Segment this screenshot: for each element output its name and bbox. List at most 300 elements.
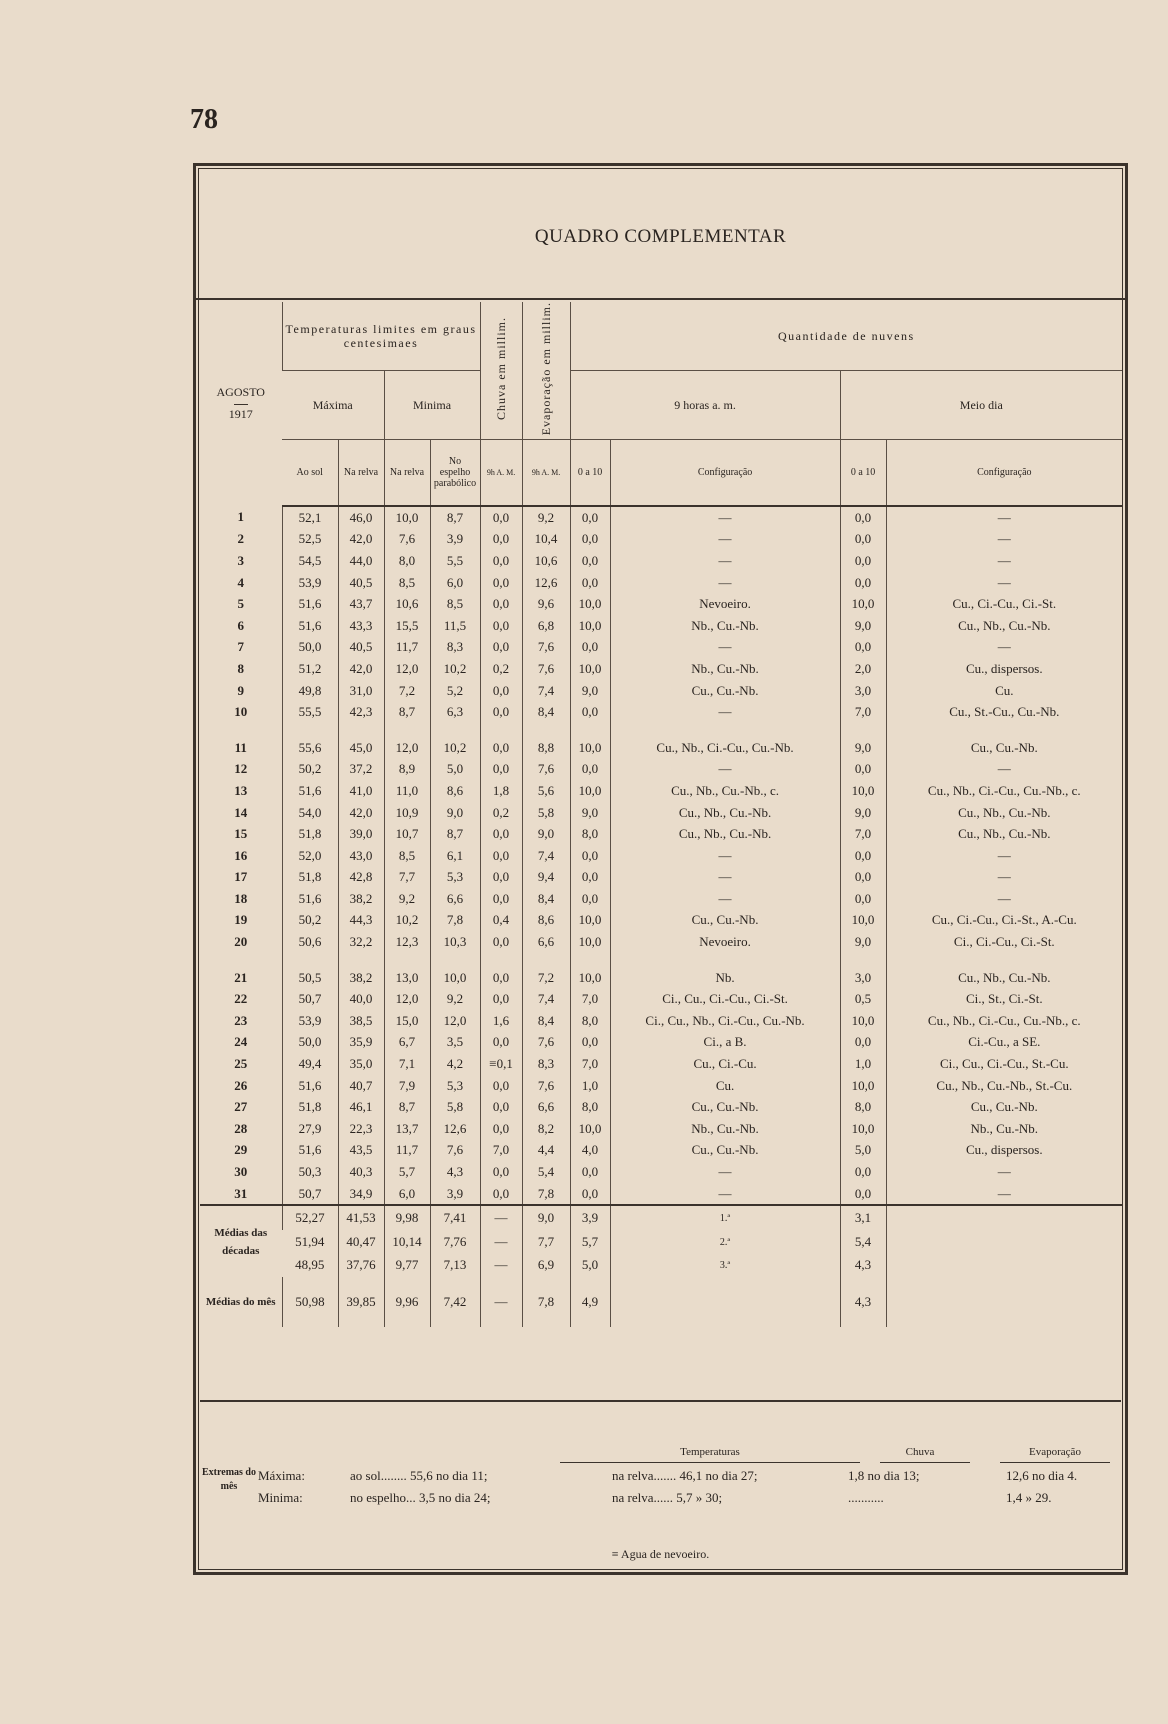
cell-relva_max: 42,3 — [338, 701, 384, 723]
cell-evap: 9,4 — [522, 866, 570, 888]
cell-relva_min: 12,0 — [384, 658, 430, 680]
cell-evap: 7,2 — [522, 967, 570, 989]
extremes-label: Extremas do mês — [202, 1467, 256, 1492]
cell-relva_max: 40,5 — [338, 636, 384, 658]
cell-chuva: 0,0 — [480, 967, 522, 989]
cell-cm: Cu., Nb., Cu.-Nb. — [886, 967, 1122, 989]
cell-n9: 8,0 — [570, 1096, 610, 1118]
cell-evap: 8,2 — [522, 1118, 570, 1140]
cell-nm: 0,0 — [840, 506, 886, 529]
minima-header: Minima — [384, 371, 480, 440]
cell-relva_min: 8,7 — [384, 1096, 430, 1118]
month-label: AGOSTO — [216, 385, 265, 400]
cell-evap: 6,6 — [522, 1096, 570, 1118]
cell-sol: 51,8 — [282, 866, 338, 888]
table-row — [200, 780, 1122, 802]
cell-cm: — — [886, 866, 1122, 888]
cell-espelho: 3,9 — [430, 1183, 480, 1206]
title-divider — [196, 298, 1125, 300]
ao-sol-header: Ao sol — [282, 440, 338, 506]
cell-evap: 5,4 — [522, 1161, 570, 1183]
cell-n9: 1,0 — [570, 1075, 610, 1097]
decade-cell: 1.ª — [610, 1205, 840, 1230]
decade-rows — [200, 1205, 1122, 1327]
cell-relva_min: 6,7 — [384, 1031, 430, 1053]
gap-cell — [522, 723, 570, 737]
extremes-evap-rule — [1000, 1462, 1110, 1463]
decade-cell: 5,4 — [840, 1230, 886, 1254]
cell-espelho: 10,2 — [430, 737, 480, 759]
decades-label: Médias das décadas — [200, 1205, 282, 1277]
cell-relva_min: 10,0 — [384, 506, 430, 529]
cell-evap: 8,4 — [522, 1010, 570, 1032]
cell-sol: 52,0 — [282, 845, 338, 867]
cell-evap: 7,4 — [522, 988, 570, 1010]
cell-nm: 10,0 — [840, 780, 886, 802]
day-rows — [200, 506, 1122, 1205]
cell-d: 9 — [237, 682, 244, 698]
gap-cell — [384, 723, 430, 737]
decade-cell: 2.ª — [610, 1230, 840, 1254]
gap-cell — [610, 723, 840, 737]
decade-cell: 5,7 — [570, 1230, 610, 1254]
cell-n9: 10,0 — [570, 737, 610, 759]
cell-relva_max: 38,2 — [338, 967, 384, 989]
cell-d: 4 — [237, 574, 244, 590]
extremes-max-row — [200, 1468, 1121, 1488]
cell-relva_min: 8,7 — [384, 701, 430, 723]
decade-cell: 48,95 — [295, 1257, 325, 1273]
cell-sol: 54,0 — [282, 802, 338, 824]
gap-cell — [384, 953, 430, 967]
cell-sol: 53,9 — [282, 1010, 338, 1032]
cell-chuva: 0,0 — [480, 1031, 522, 1053]
cell-n9: 10,0 — [570, 909, 610, 931]
cell-espelho: 10,0 — [430, 967, 480, 989]
cell-cm: Cu., Ci.-Cu., Ci.-St., A.-Cu. — [886, 909, 1122, 931]
cell-c9: Nb., Cu.-Nb. — [610, 1118, 840, 1140]
cell-relva_max: 44,3 — [338, 909, 384, 931]
cell-relva_max: 40,5 — [338, 572, 384, 594]
cell-n9: 7,0 — [570, 988, 610, 1010]
cell-c9: — — [610, 866, 840, 888]
cell-relva_min: 10,7 — [384, 823, 430, 845]
table-row — [200, 1096, 1122, 1118]
cell-sol: 51,6 — [282, 1075, 338, 1097]
cell-chuva: 0,0 — [480, 680, 522, 702]
cell-evap: 7,4 — [522, 845, 570, 867]
cell-d: 31 — [234, 1185, 248, 1201]
cell-d: 20 — [234, 934, 248, 950]
cell-d: 7 — [237, 639, 244, 655]
month-mean-cell: 4,9 — [570, 1277, 610, 1327]
cell-espelho: 12,0 — [430, 1010, 480, 1032]
cell-chuva: 0,0 — [480, 1096, 522, 1118]
cell-n9: 0,0 — [570, 1031, 610, 1053]
cell-relva_max: 42,0 — [338, 658, 384, 680]
cell-chuva: 1,6 — [480, 1010, 522, 1032]
table-row — [200, 506, 1122, 529]
cell-evap: 8,3 — [522, 1053, 570, 1075]
cell-cm: — — [886, 506, 1122, 529]
cell-c9: Ci., Cu., Ci.-Cu., Ci.-St. — [610, 988, 840, 1010]
table-row — [200, 931, 1122, 953]
cell-chuva: 0,0 — [480, 1161, 522, 1183]
cell-relva_min: 5,7 — [384, 1161, 430, 1183]
cell-d: 29 — [234, 1142, 248, 1158]
cell-evap: 9,2 — [522, 506, 570, 529]
cell-nm: 7,0 — [840, 823, 886, 845]
cell-sol: 50,6 — [282, 931, 338, 953]
cell-c9: Cu., Cu.-Nb. — [610, 1096, 840, 1118]
cell-cm: Cu., Ci.-Cu., Ci.-St. — [886, 593, 1122, 615]
decade-cell: — — [480, 1253, 522, 1277]
cell-nm: 7,0 — [840, 701, 886, 723]
cell-chuva: 0,2 — [480, 658, 522, 680]
cell-relva_min: 7,7 — [384, 866, 430, 888]
decade-cell: 4,3 — [840, 1253, 886, 1277]
month-mean-cell — [886, 1277, 1122, 1327]
gap-cell — [886, 953, 1122, 967]
cell-evap: 8,4 — [522, 888, 570, 910]
cell-cm: Cu., Nb., Ci.-Cu., Cu.-Nb., c. — [886, 1010, 1122, 1032]
cell-sol: 27,9 — [282, 1118, 338, 1140]
cell-c9: — — [610, 888, 840, 910]
cell-espelho: 5,0 — [430, 758, 480, 780]
month-mean-cell: 9,96 — [384, 1277, 430, 1327]
extremes-temps-rule — [560, 1462, 860, 1463]
cell-c9: Cu., Cu.-Nb. — [610, 680, 840, 702]
cell-evap: 6,6 — [522, 931, 570, 953]
cell-espelho: 9,0 — [430, 802, 480, 824]
cell-relva_min: 8,9 — [384, 758, 430, 780]
cell-relva_min: 10,6 — [384, 593, 430, 615]
cell-relva_max: 34,9 — [338, 1183, 384, 1206]
decade-gap — [200, 953, 1122, 967]
cell-nm: 9,0 — [840, 931, 886, 953]
cell-chuva: 0,0 — [480, 845, 522, 867]
cell-d: 3 — [237, 552, 244, 568]
cell-espelho: 9,2 — [430, 988, 480, 1010]
cell-cm: — — [886, 572, 1122, 594]
table-row — [200, 636, 1122, 658]
gap-cell — [338, 953, 384, 967]
cell-cm: Cu., Nb., Cu.-Nb. — [886, 823, 1122, 845]
cell-relva_max: 42,0 — [338, 802, 384, 824]
cell-n9: 0,0 — [570, 572, 610, 594]
cell-espelho: 8,6 — [430, 780, 480, 802]
cell-sol: 50,0 — [282, 1031, 338, 1053]
cell-c9: Cu., Cu.-Nb. — [610, 1139, 840, 1161]
decade-cell: 37,76 — [338, 1253, 384, 1277]
cell-sol: 51,6 — [282, 615, 338, 637]
na-relva-max-header: Na relva — [338, 440, 384, 506]
escala-2-header: 0 a 10 — [840, 440, 886, 506]
decade-cell: 9,98 — [384, 1205, 430, 1230]
cell-d: 21 — [234, 969, 248, 985]
cell-espelho: 5,5 — [430, 550, 480, 572]
cell-chuva: 0,0 — [480, 1075, 522, 1097]
cell-sol: 50,5 — [282, 967, 338, 989]
decade-cell: 7,41 — [430, 1205, 480, 1230]
decade-cell: 3,1 — [840, 1205, 886, 1230]
cell-nm: 0,0 — [840, 1183, 886, 1206]
cell-cm: — — [886, 528, 1122, 550]
month-mean-cell: 4,3 — [840, 1277, 886, 1327]
cell-evap: 5,6 — [522, 780, 570, 802]
cell-relva_max: 43,7 — [338, 593, 384, 615]
cell-c9: Cu., Ci.-Cu. — [610, 1053, 840, 1075]
decade-cell — [886, 1253, 1122, 1277]
cell-relva_min: 13,7 — [384, 1118, 430, 1140]
cell-espelho: 12,6 — [430, 1118, 480, 1140]
cell-relva_min: 12,0 — [384, 737, 430, 759]
cell-sol: 51,6 — [282, 888, 338, 910]
cell-c9: — — [610, 845, 840, 867]
table-row — [200, 967, 1122, 989]
cell-cm: — — [886, 550, 1122, 572]
cell-espelho: 11,5 — [430, 615, 480, 637]
cell-c9: Cu., Nb., Cu.-Nb. — [610, 823, 840, 845]
cell-relva_max: 37,2 — [338, 758, 384, 780]
espelho-header: No espelho parabólico — [430, 440, 480, 506]
cell-espelho: 6,0 — [430, 572, 480, 594]
cell-nm: 10,0 — [840, 1118, 886, 1140]
cell-cm: Cu., Nb., Cu.-Nb., St.-Cu. — [886, 1075, 1122, 1097]
cell-espelho: 6,6 — [430, 888, 480, 910]
gap-cell — [840, 953, 886, 967]
cell-sol: 51,8 — [282, 1096, 338, 1118]
month-mean-cell: 50,98 — [282, 1277, 338, 1327]
cell-d: 5 — [237, 596, 244, 612]
cell-relva_max: 43,5 — [338, 1139, 384, 1161]
cell-n9: 0,0 — [570, 506, 610, 529]
cell-espelho: 8,3 — [430, 636, 480, 658]
cell-n9: 9,0 — [570, 680, 610, 702]
cell-c9: — — [610, 528, 840, 550]
climate-table — [200, 302, 1122, 1327]
evaporacao-header: Evaporação em millim. — [522, 302, 570, 440]
table-row — [200, 1075, 1122, 1097]
cell-n9: 0,0 — [570, 866, 610, 888]
cell-nm: 0,0 — [840, 1161, 886, 1183]
cell-relva_max: 42,8 — [338, 866, 384, 888]
cell-relva_min: 10,9 — [384, 802, 430, 824]
table-row — [200, 802, 1122, 824]
cell-d: 10 — [234, 704, 248, 720]
cell-relva_min: 15,0 — [384, 1010, 430, 1032]
cell-d: 8 — [237, 660, 244, 676]
cell-cm: Ci., St., Ci.-St. — [886, 988, 1122, 1010]
chuva-hour-header: 9h A. M. — [480, 440, 522, 506]
cell-relva_min: 15,5 — [384, 615, 430, 637]
max-sol: ao sol........ 55,6 no dia 11; — [350, 1468, 488, 1483]
cell-c9: — — [610, 550, 840, 572]
month-mean-cell: 7,8 — [522, 1277, 570, 1327]
cell-relva_max: 22,3 — [338, 1118, 384, 1140]
page-number: 78 — [190, 104, 218, 135]
cell-relva_max: 43,0 — [338, 845, 384, 867]
cell-espelho: 8,7 — [430, 823, 480, 845]
cell-relva_min: 7,6 — [384, 528, 430, 550]
cell-chuva: 0,0 — [480, 737, 522, 759]
cell-d: 28 — [234, 1120, 248, 1136]
cell-chuva: 0,0 — [480, 866, 522, 888]
cell-espelho: 8,7 — [430, 506, 480, 529]
cell-d: 27 — [234, 1099, 248, 1115]
cell-cm: Cu., dispersos. — [886, 658, 1122, 680]
table-row — [200, 615, 1122, 637]
cell-espelho: 10,3 — [430, 931, 480, 953]
cell-chuva: 0,0 — [480, 758, 522, 780]
cell-sol: 55,5 — [282, 701, 338, 723]
cell-espelho: 3,5 — [430, 1031, 480, 1053]
cell-chuva: 0,0 — [480, 593, 522, 615]
cell-cm: Ci.-Cu., a SE. — [886, 1031, 1122, 1053]
table-row — [200, 845, 1122, 867]
cell-relva_min: 8,0 — [384, 550, 430, 572]
cell-d: 24 — [234, 1034, 248, 1050]
gap-cell — [886, 723, 1122, 737]
chuva-header: Chuva em millim. — [480, 302, 522, 440]
cell-nm: 8,0 — [840, 1096, 886, 1118]
cell-n9: 0,0 — [570, 845, 610, 867]
cell-relva_min: 6,0 — [384, 1183, 430, 1206]
temps-group-header: Temperaturas limites em graus centesimaes — [282, 302, 480, 371]
cell-chuva: 0,0 — [480, 636, 522, 658]
month-mean-label: Médias do mês — [205, 1295, 276, 1308]
cell-c9: — — [610, 701, 840, 723]
cell-nm: 3,0 — [840, 967, 886, 989]
cell-cm: — — [886, 845, 1122, 867]
cell-n9: 0,0 — [570, 1161, 610, 1183]
gap-cell — [200, 723, 282, 737]
cell-espelho: 5,8 — [430, 1096, 480, 1118]
cell-espelho: 6,1 — [430, 845, 480, 867]
cell-chuva: 0,0 — [480, 701, 522, 723]
cell-relva_min: 7,2 — [384, 680, 430, 702]
cell-espelho: 10,2 — [430, 658, 480, 680]
cell-cm: Cu., Nb., Ci.-Cu., Cu.-Nb., c. — [886, 780, 1122, 802]
cell-d: 30 — [234, 1164, 248, 1180]
decade-cell: 41,53 — [338, 1205, 384, 1230]
maxima-header: Máxima — [282, 371, 384, 440]
cell-n9: 0,0 — [570, 888, 610, 910]
cell-n9: 0,0 — [570, 1183, 610, 1206]
cell-nm: 0,0 — [840, 1031, 886, 1053]
decade-cell: — — [480, 1230, 522, 1254]
cell-cm: Cu., St.-Cu., Cu.-Nb. — [886, 701, 1122, 723]
extremes-temps-header: Temperaturas — [680, 1446, 740, 1458]
cell-evap: 8,8 — [522, 737, 570, 759]
decade-cell: 9,77 — [384, 1253, 430, 1277]
cell-relva_max: 40,0 — [338, 988, 384, 1010]
min-relva: na relva...... 5,7 » 30; — [612, 1490, 723, 1505]
cell-chuva: 0,0 — [480, 931, 522, 953]
cell-n9: 0,0 — [570, 550, 610, 572]
cell-d: 16 — [234, 847, 248, 863]
table-row — [200, 1183, 1122, 1206]
cell-cm: Cu. — [886, 680, 1122, 702]
cell-chuva: 0,0 — [480, 615, 522, 637]
cell-n9: 0,0 — [570, 636, 610, 658]
decade-cell: 51,94 — [295, 1233, 325, 1249]
gap-cell — [610, 953, 840, 967]
cell-d: 22 — [234, 991, 248, 1007]
min-chuva: ........... — [848, 1490, 884, 1505]
cell-nm: 10,0 — [840, 909, 886, 931]
cell-nm: 10,0 — [840, 1075, 886, 1097]
cell-relva_min: 12,3 — [384, 931, 430, 953]
cell-relva_max: 40,7 — [338, 1075, 384, 1097]
cell-d: 23 — [234, 1012, 248, 1028]
cell-sol: 55,6 — [282, 737, 338, 759]
decade-cell: 9,0 — [522, 1205, 570, 1230]
cell-cm: Cu., Nb., Cu.-Nb. — [886, 802, 1122, 824]
table-row — [200, 1139, 1122, 1161]
gap-cell — [430, 953, 480, 967]
cell-evap: 7,6 — [522, 1075, 570, 1097]
extremes-chuva-header: Chuva — [905, 1446, 935, 1458]
gap-cell — [480, 723, 522, 737]
cell-relva_min: 10,2 — [384, 909, 430, 931]
config-2-header: Configuração — [886, 440, 1122, 506]
cell-relva_max: 45,0 — [338, 737, 384, 759]
table-title: QUADRO COMPLEMENTAR — [534, 226, 787, 247]
cell-relva_min: 11,0 — [384, 780, 430, 802]
cell-espelho: 3,9 — [430, 528, 480, 550]
cell-sol: 51,2 — [282, 658, 338, 680]
decade-cell — [886, 1230, 1122, 1254]
max-evap: 12,6 no dia 4. — [1006, 1468, 1078, 1483]
cell-d: 15 — [234, 826, 248, 842]
cell-chuva: 0,0 — [480, 888, 522, 910]
cell-n9: 10,0 — [570, 1118, 610, 1140]
max-chuva: 1,8 no dia 13; — [848, 1468, 920, 1483]
cell-chuva: 0,0 — [480, 550, 522, 572]
cell-nm: 0,5 — [840, 988, 886, 1010]
cell-cm: Cu., Cu.-Nb. — [886, 1096, 1122, 1118]
max-label: Máxima: — [258, 1468, 305, 1483]
cell-cm: Cu., Nb., Cu.-Nb. — [886, 615, 1122, 637]
table-row — [200, 1053, 1122, 1075]
escala-1-header: 0 a 10 — [570, 440, 610, 506]
cell-espelho: 4,2 — [430, 1053, 480, 1075]
extremes-chuva-rule — [880, 1462, 970, 1463]
cell-nm: 5,0 — [840, 1139, 886, 1161]
cell-relva_max: 41,0 — [338, 780, 384, 802]
cell-relva_min: 13,0 — [384, 967, 430, 989]
gap-cell — [522, 953, 570, 967]
cell-d: 2 — [237, 531, 244, 547]
evap-hour-header: 9h A. M. — [522, 440, 570, 506]
cell-relva_min: 7,1 — [384, 1053, 430, 1075]
decade-cell: 7,13 — [430, 1253, 480, 1277]
cell-relva_max: 38,5 — [338, 1010, 384, 1032]
cell-espelho: 7,8 — [430, 909, 480, 931]
cell-nm: 2,0 — [840, 658, 886, 680]
cell-sol: 50,7 — [282, 988, 338, 1010]
cell-relva_max: 44,0 — [338, 550, 384, 572]
cell-evap: 7,6 — [522, 1031, 570, 1053]
table-row — [200, 758, 1122, 780]
decade-cell: 3,9 — [570, 1205, 610, 1230]
cell-cm: — — [886, 1183, 1122, 1206]
table-row — [200, 593, 1122, 615]
cell-c9: — — [610, 1183, 840, 1206]
cell-relva_min: 9,2 — [384, 888, 430, 910]
cell-n9: 4,0 — [570, 1139, 610, 1161]
